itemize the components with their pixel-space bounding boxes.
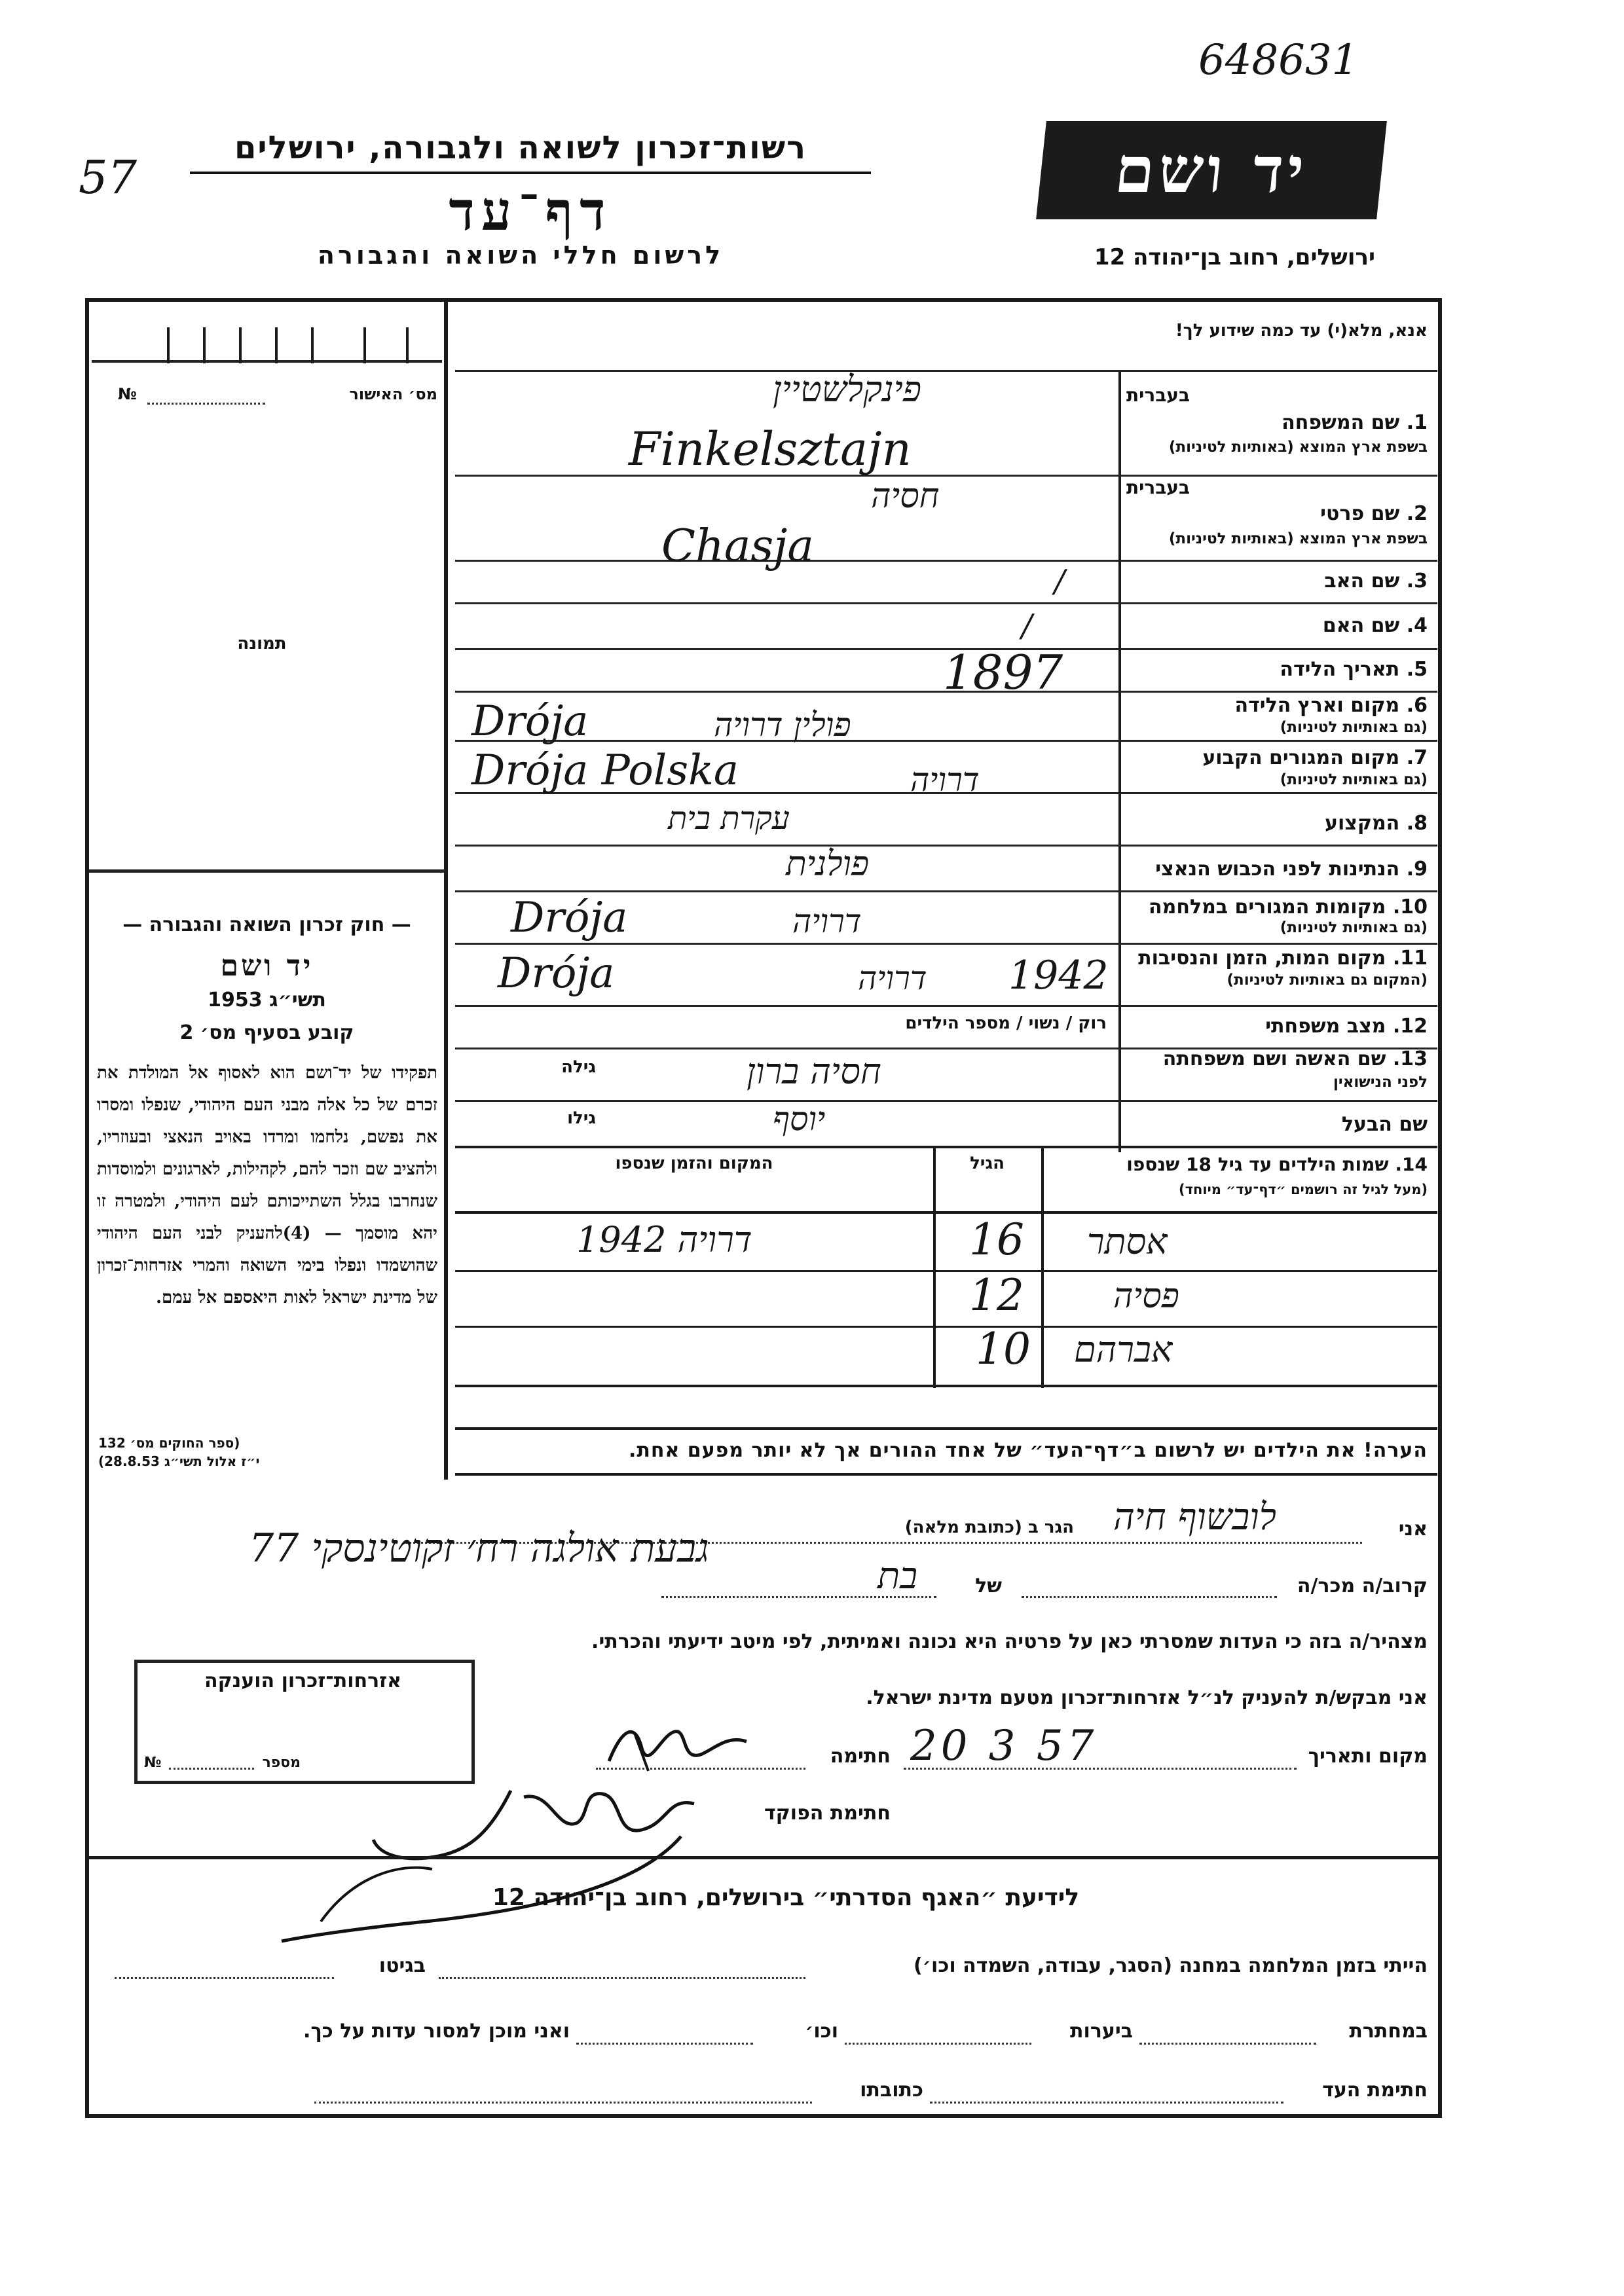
field-9-label — [1126, 858, 1428, 881]
field-2-value-latin[interactable]: Chasja — [661, 520, 814, 572]
field-11-value-year[interactable]: 1942 — [1008, 953, 1109, 998]
child-3-name[interactable]: אברהם — [1074, 1329, 1173, 1370]
law-year: 1953 — [208, 989, 263, 1011]
law-title: — חוק זכרון השואה והגבורה — — [122, 913, 411, 936]
relation-label: קרוב/ה מכר/ה — [1297, 1575, 1428, 1597]
field-13-sub: לפני הנישואין — [1333, 1074, 1428, 1091]
field-3-label — [1126, 570, 1428, 592]
approval-label: מס׳ האישור — [349, 385, 437, 403]
field-13-value[interactable]: חסיה ברון — [747, 1051, 881, 1092]
footer-notice: לידיעת ״האגף הסדרתי״ בירושלים, רחוב בן־יהודה 12 — [492, 1884, 1080, 1911]
law-ref-date: י״ז אלול תשי״ג 28.8.53) — [98, 1453, 260, 1469]
yad-vashem-logo — [1036, 121, 1387, 219]
file-number-mark: 57 — [79, 151, 138, 204]
underground-field[interactable] — [1139, 2043, 1316, 2045]
husband-label: שם הבעל — [1341, 1113, 1428, 1136]
witness-address-field[interactable] — [314, 2102, 812, 2104]
field-7-label — [1126, 746, 1428, 769]
certificate-number-row — [144, 1755, 465, 1771]
footer-line1: הייתי בזמן המלחמה במחנה (הסגר, עבודה, השמדה וכו׳) — [913, 1954, 1428, 1977]
field-12-options: רוק / נשוי / מספר הילדים — [905, 1013, 1107, 1033]
field-12-label — [1126, 1015, 1428, 1038]
relation-line[interactable] — [1022, 1596, 1277, 1598]
field-6-value-latin[interactable]: Drója — [471, 697, 589, 746]
field-13-text: שם האשה ושם משפחתה — [1162, 1048, 1386, 1070]
clerk-signature — [275, 1777, 766, 1950]
field-4-text: שם האם — [1322, 614, 1400, 637]
field-1-no: 1. — [1406, 411, 1428, 434]
field-8-no: 8. — [1406, 812, 1428, 835]
field-1-value-latin[interactable]: Finkelsztajn — [629, 422, 912, 476]
field-11-value-he[interactable]: דרויה — [858, 959, 927, 997]
field-10-text: מקומות המגורים במלחמה — [1149, 896, 1386, 919]
witness-address-label: כתובתו — [860, 2079, 923, 2102]
field-6-sub: (גם באותיות לטיניות) — [1280, 719, 1428, 736]
field-4-value[interactable]: / — [1022, 608, 1033, 644]
field-7-text: מקום המגורים הקבוע — [1202, 746, 1400, 769]
photo-label: תמונה — [237, 634, 287, 653]
field-1-lang: בעברית — [1126, 384, 1190, 406]
field-11-value-latin[interactable]: Drója — [498, 949, 615, 998]
law-year-row — [92, 989, 442, 1011]
field-5-no: 5. — [1406, 658, 1428, 681]
field-10-label — [1126, 896, 1428, 919]
law-name: יד ושם — [220, 949, 314, 983]
field-7-sub: (גם באותיות לטיניות) — [1280, 771, 1428, 788]
children-sub: (מעל לגיל זה רושמים ״דף־עד״ מיוחד) — [1179, 1182, 1428, 1197]
certificate-box — [134, 1660, 475, 1784]
logo-text: יד ושם — [1111, 133, 1312, 207]
child-2-age[interactable]: 12 — [969, 1270, 1024, 1321]
field-13-label — [1126, 1048, 1428, 1070]
clerk-signature-label: חתימת הפוקד — [764, 1802, 891, 1825]
field-7-value-latin[interactable]: Drója Polska — [471, 746, 739, 795]
file-number: 648631 — [1198, 36, 1359, 84]
children-note: הערה! את הילדים יש לרשום ב״דף־העד״ של אחד ההורים אך לא יותר מפעם אחת. — [629, 1439, 1428, 1462]
child-2-name[interactable]: פסיה — [1113, 1277, 1179, 1316]
children-col-place: המקום והזמן שנספו — [615, 1154, 773, 1173]
children-col-age: הגיל — [970, 1154, 1005, 1173]
footer-ghetto: בגיטו — [378, 1954, 426, 1977]
field-8-label — [1126, 812, 1428, 835]
declaration-text: מצהיר/ה בזה כי העדות שמסרתי כאן על פרטיה היא נכונה ואמיתית, לפי מיטב ידיעתי והכרתי. — [591, 1630, 1428, 1653]
law-ref: (ספר החוקים מס׳ 132 — [98, 1435, 240, 1451]
approval-no-mark: № — [118, 385, 137, 403]
field-6-no: 6. — [1406, 694, 1428, 717]
field-9-text: הנתינות לפני הכבוש הנאצי — [1155, 858, 1400, 881]
signature-label: חתימה — [830, 1745, 891, 1768]
children-no: 14. — [1395, 1154, 1428, 1175]
law-reference — [98, 1434, 439, 1470]
field-3-value[interactable]: / — [1054, 563, 1065, 600]
witness-signature-field[interactable] — [930, 2102, 1283, 2104]
field-4-label — [1126, 614, 1428, 637]
declarant-signature-svg — [596, 1709, 766, 1781]
camp-field[interactable] — [439, 1977, 805, 1979]
header-address: ירושלים, רחוב בן־יהודה 12 — [1094, 244, 1375, 270]
of-line[interactable] — [661, 1596, 936, 1598]
field-4-no: 4. — [1406, 614, 1428, 637]
field-9-no: 9. — [1406, 858, 1428, 881]
field-2-sub: בשפת ארץ המוצא (באותיות לטיניות) — [1168, 530, 1428, 547]
field-5-value[interactable]: 1897 — [943, 645, 1063, 700]
field-1-text: שם המשפחה — [1282, 411, 1400, 434]
declaration-date[interactable]: 20 3 57 — [910, 1722, 1098, 1770]
field-1-value-he[interactable]: פינקלשטיין — [773, 369, 922, 410]
field-2-text: שם פרטי — [1320, 502, 1400, 525]
field-6-text: מקום וארץ הלידה — [1234, 694, 1400, 717]
law-year-he: תשי״ג — [269, 989, 326, 1011]
husband-value[interactable]: יוסף — [773, 1100, 826, 1138]
footer-etc: וכו׳ — [805, 2020, 838, 2043]
field-12-no: 12. — [1392, 1015, 1428, 1038]
ghetto-field[interactable] — [115, 1977, 334, 1979]
field-12-text: מצב משפחתי — [1265, 1015, 1386, 1038]
field-11-sub: (המקום גם באותיות לטיניות) — [1227, 972, 1428, 989]
declarant-name[interactable]: לובשוף חיה — [1113, 1496, 1276, 1539]
child-1-place[interactable]: דרויה 1942 — [576, 1219, 752, 1260]
photo-box-bottom — [89, 869, 446, 873]
field-2-lang: בעברית — [1126, 477, 1190, 498]
field-3-no: 3. — [1406, 570, 1428, 592]
footer-underground: במחתרת — [1349, 2020, 1428, 2043]
field-1-sub: בשפת ארץ המוצא (באותיות לטיניות) — [1168, 439, 1428, 456]
field-6-label — [1126, 694, 1428, 717]
field-5-label — [1126, 658, 1428, 681]
declarant-residing-label: הגר ב (כתובת מלאה) — [904, 1518, 1074, 1537]
field-7-no: 7. — [1406, 746, 1428, 769]
declarant-i-label: אני — [1398, 1518, 1428, 1540]
clerk-signature-svg — [275, 1777, 766, 1948]
child-3-age[interactable]: 10 — [976, 1324, 1031, 1374]
field-6-value-he[interactable]: פולין דרויה — [714, 706, 851, 744]
etc-field[interactable] — [576, 2043, 753, 2045]
relation-value[interactable]: בת — [877, 1555, 918, 1597]
field-10-value-latin[interactable]: Drója — [511, 894, 628, 942]
children-label — [1048, 1154, 1428, 1175]
approval-number-field[interactable] — [147, 403, 265, 405]
declarant-signature — [596, 1709, 766, 1783]
footer-ready: ואני מוכן למסור עדות על כך. — [303, 2020, 570, 2043]
field-9-value[interactable]: פולנית — [786, 845, 870, 884]
witness-signature-label: חתימת העד — [1322, 2079, 1428, 2102]
field-1-label — [1126, 411, 1428, 434]
forests-field[interactable] — [845, 2043, 1031, 2045]
field-11-label — [1126, 947, 1428, 970]
certificate-title: אזרחות־זכרון הוענקה — [204, 1669, 402, 1692]
husband-age-label: גילו — [567, 1108, 596, 1128]
field-8-value[interactable]: עקרת בית — [668, 800, 790, 837]
certificate-number-field[interactable] — [169, 1756, 254, 1770]
child-1-name[interactable]: אסתר — [1087, 1221, 1168, 1262]
field-11-no: 11. — [1392, 947, 1428, 970]
field-3-text: שם האב — [1324, 570, 1400, 592]
field-2-no: 2. — [1406, 502, 1428, 525]
field-13-no: 13. — [1392, 1048, 1428, 1070]
field-10-no: 10. — [1392, 896, 1428, 919]
certificate-number-label: מספר — [262, 1755, 301, 1771]
declarant-address[interactable]: גבעת אולגה רח׳ זקוטינסקי 77 — [249, 1525, 709, 1571]
field-2-value-he[interactable]: חסיה — [871, 477, 940, 516]
footer-forests: ביערות — [1070, 2020, 1133, 2043]
child-1-age[interactable]: 16 — [969, 1214, 1024, 1265]
header-rule — [190, 172, 871, 174]
law-text: תפקידו של יד־ושם הוא לאסוף אל המולדת את זכרם של כל אלה מבני העם היהודי, שנפלו ומסרו את נפשם, נלחמו ומרדו באויב הנאצי ובעוזריו, ולהציב שם וזכר להם, לקהילות, לארגונים ולמוסדות שנחרבו בגלל השתייכותם לעם היהודי, ולמטרה זו יהא מוסמך — (4)להעניק לבני העם היהודי שהושמדו ונפלו בימי השואה והמרי אזרחות־זכרון של מדינת ישראל לאות היאספם אל עמם. — [97, 1063, 437, 1307]
field-2-label — [1126, 502, 1428, 525]
field-7-value-he[interactable]: דרויה — [910, 761, 980, 799]
field-8-text: המקצוע — [1324, 812, 1400, 835]
place-date-label: מקום ותאריך — [1308, 1745, 1428, 1768]
children-text: שמות הילדים עד גיל 18 שנספו — [1126, 1154, 1389, 1175]
request-text: אני מבקש/ת להעניק לנ״ל אזרחות־זכרון מטעם מדינת ישראל. — [866, 1686, 1428, 1709]
tick-strip — [92, 321, 442, 363]
institution-name: רשות־זכרון לשואה ולגבורה, ירושלים — [234, 130, 807, 166]
form-subtitle: לרשום חללי השואה והגבורה — [317, 241, 724, 270]
field-11-text: מקום המות, הזמן והנסיבות — [1138, 947, 1386, 970]
field-13-age-label: גילה — [561, 1057, 596, 1077]
field-10-value-he[interactable]: דרויה — [792, 902, 862, 940]
law-section: קובע בסעיף מס׳ 2 — [179, 1021, 354, 1044]
certificate-no-mark: № — [144, 1755, 162, 1771]
field-10-sub: (גם באותיות לטיניות) — [1280, 919, 1428, 936]
field-5-text: תאריך הלידה — [1280, 658, 1400, 681]
form-title: דף־עד — [449, 180, 612, 243]
of-label: של — [975, 1575, 1002, 1597]
form-intro: אנא, מלא(י) עד כמה שידוע לך! — [1175, 321, 1428, 340]
